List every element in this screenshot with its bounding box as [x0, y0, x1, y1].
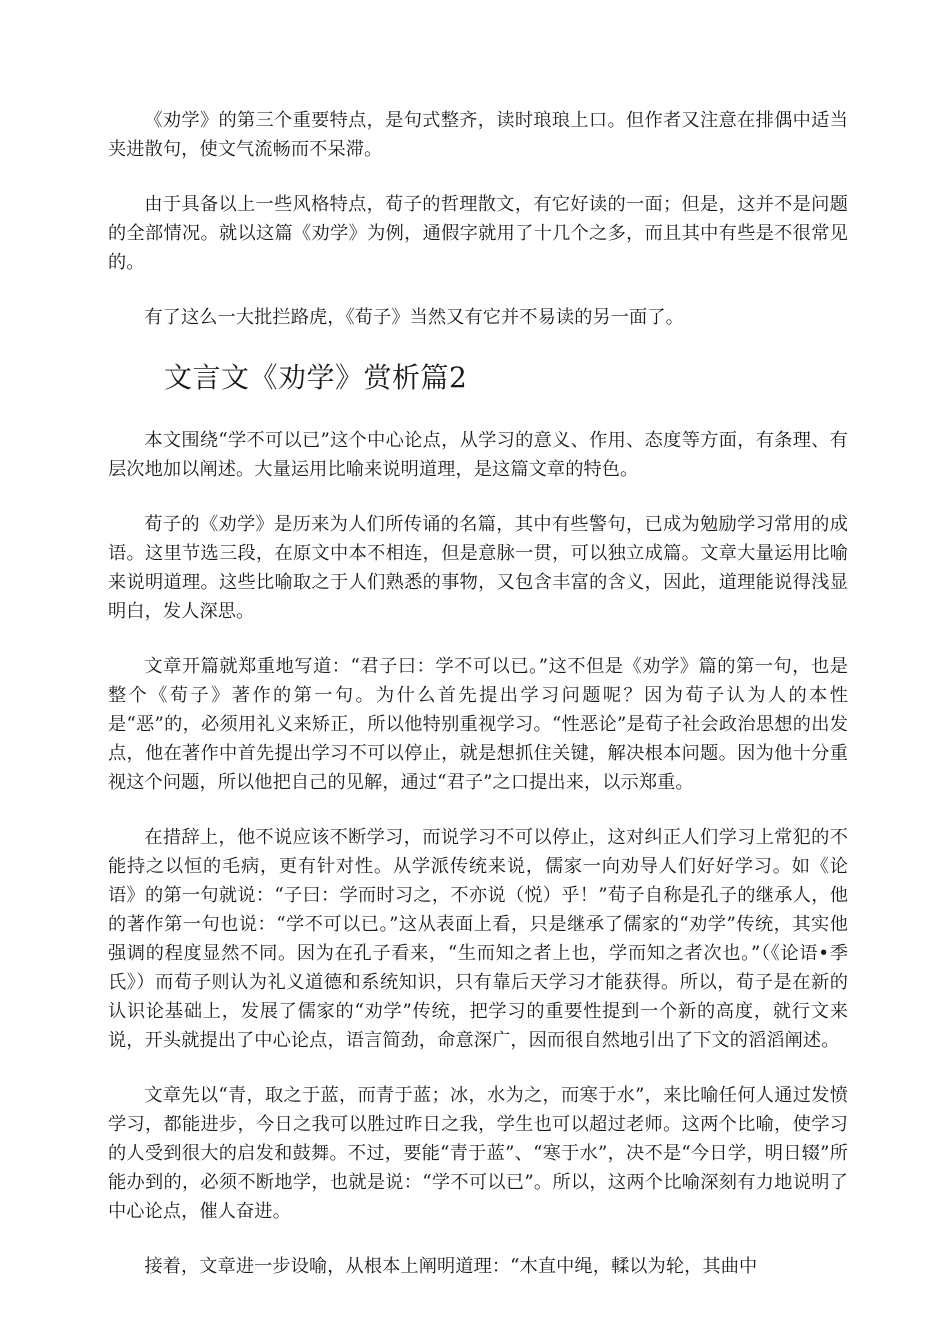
- document-page: [108, 106, 848, 1307]
- body-paragraph: 文章先以“青，取之于蓝，而青于蓝；冰，水为之，而寒于水”，来比喻任何人通过发愤学习，都能进步，今日之我可以胜过昨日之我，学生也可以超过老师。这两个比喻，使学习的人受到很大的启发和鼓舞。不过，要能“青于蓝”、“寒于水”，决不是“今日学，明日辍”所能办到的，必须不断地学，也就是说：“学不可以已”。所以，这两个比喻深刻有力地说明了中心论点，催人奋进。: [108, 1085, 848, 1222]
- body-paragraph: 《劝学》的第三个重要特点，是句式整齐，读时琅琅上口。但作者又注意在排偶中适当夹进散句，使文气流畅而不呆滞。: [108, 110, 848, 160]
- section-heading: 文言文《劝学》赏析篇2: [164, 361, 468, 394]
- body-paragraph: 由于具备以上一些风格特点，荀子的哲理散文，有它好读的一面；但是，这并不是问题的全部情况。就以这篇《劝学》为例，通假字就用了十几个之多，而且其中有些是不很常见的。: [108, 194, 848, 273]
- body-paragraph: 在措辞上，他不说应该不断学习，而说学习不可以停止，这对纠正人们学习上常犯的不能持之以恒的毛病，更有针对性。从学派传统来说，儒家一向劝导人们好好学习。如《论语》的第一句就说：“子曰：学而时习之，不亦说（悦）乎！”荀子自称是孔子的继承人，他的著作第一句也说：“学不可以已。”这从表面上看，只是继承了儒家的“劝学”传统，其实他强调的程度显然不同。因为在孔子看来，“生而知之者上也，学而知之者次也。”（《论语•季氏》）而荀子则认为礼义道德和系统知识，只有靠后天学习才能获得。所以，荀子是在新的认识论基础上，发展了儒家的“劝学”传统，把学习的重要性提到一个新的高度，就行文来说，开头就提出了中心论点，语言简劲，命意深广，因而很自然地引出了下文的滔滔阐述。: [108, 827, 848, 1051]
- body-paragraph: 文章开篇就郑重地写道：“君子曰：学不可以已。”这不但是《劝学》篇的第一句，也是整个《荀子》著作的第一句。为什么首先提出学习问题呢？因为荀子认为人的本性是“恶”的，必须用礼义来矫正，所以他特别重视学习。“性恶论”是荀子社会政治思想的出发点，他在著作中首先提出学习不可以停止，就是想抓住关键，解决根本问题。因为他十分重视这个问题，所以他把自己的见解，通过“君子”之口提出来，以示郑重。: [108, 656, 848, 793]
- body-paragraph: 本文围绕“学不可以已”这个中心论点，从学习的意义、作用、态度等方面，有条理、有层次地加以阐述。大量运用比喻来说明道理，是这篇文章的特色。: [108, 430, 848, 480]
- body-paragraph: 接着，文章进一步设喻，从根本上阐明道理：“木直中绳，輮以为轮，其曲中: [144, 1256, 758, 1277]
- body-paragraph: 荀子的《劝学》是历来为人们所传诵的名篇，其中有些警句，已成为勉励学习常用的成语。这里节选三段，在原文中本不相连，但是意脉一贯，可以独立成篇。文章大量运用比喻来说明道理。这些比喻取之于人们熟悉的事物，又包含丰富的含义，因此，道理能说得浅显明白，发人深思。: [108, 514, 848, 622]
- body-paragraph: 有了这么一大批拦路虎，《荀子》当然又有它并不易读的另一面了。: [144, 307, 684, 328]
